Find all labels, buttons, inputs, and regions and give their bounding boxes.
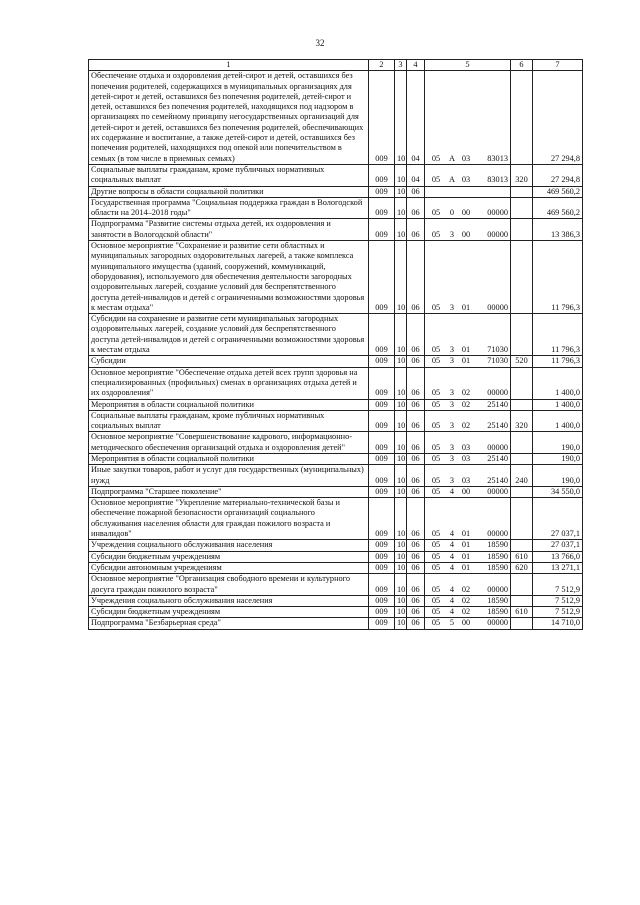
row-name: Государственная программа "Социальная поддержка граждан в Вологодской области на 2014–2018 годы"	[89, 197, 369, 219]
cell-amount: 27 037,1	[533, 498, 583, 540]
cell-ministry: 009	[369, 314, 395, 356]
target-activity-code: 02	[461, 399, 471, 409]
target-subprogram-code: А	[449, 175, 455, 185]
target-activity-code: 01	[461, 551, 471, 561]
cell-section: 10	[395, 241, 407, 314]
target-direction-code: 00000	[487, 584, 508, 594]
cell-target-article	[425, 71, 511, 165]
table-row	[89, 367, 583, 399]
table-row	[89, 432, 583, 454]
cell-section: 10	[395, 498, 407, 540]
target-program-code: 05	[431, 442, 441, 452]
row-name: Учреждения социального обслуживания населения	[89, 595, 369, 606]
row-name: Основное мероприятие "Совершенствование кадрового, информационно-методического обеспечения организаций отдыха и оздоровления детей"	[89, 432, 369, 454]
target-activity-code: 03	[461, 175, 471, 185]
row-name: Субсидии	[89, 356, 369, 367]
target-program-code: 05	[431, 208, 441, 218]
cell-section: 10	[395, 314, 407, 356]
target-program-code: 05	[431, 551, 441, 561]
cell-subsection: 06	[407, 410, 425, 432]
row-name: Мероприятия в области социальной политики	[89, 399, 369, 410]
cell-section: 10	[395, 367, 407, 399]
target-direction-code: 71030	[487, 356, 508, 366]
target-activity-code: 00	[461, 229, 471, 239]
cell-expense-type: 520	[511, 356, 533, 367]
target-program-code: 05	[431, 475, 441, 485]
cell-expense-type: 320	[511, 410, 533, 432]
cell-amount: 1 400,0	[533, 367, 583, 399]
budget-table	[88, 59, 583, 630]
target-subprogram-code: А	[449, 153, 455, 163]
cell-subsection: 06	[407, 432, 425, 454]
target-activity-code: 00	[461, 208, 471, 218]
cell-subsection: 06	[407, 367, 425, 399]
cell-ministry: 009	[369, 498, 395, 540]
cell-subsection: 06	[407, 186, 425, 197]
cell-subsection: 06	[407, 540, 425, 551]
cell-expense-type	[511, 314, 533, 356]
target-activity-code: 00	[461, 618, 471, 628]
cell-expense-type	[511, 618, 533, 629]
target-activity-code: 02	[461, 388, 471, 398]
cell-subsection: 06	[407, 465, 425, 487]
target-subprogram-code: 4	[449, 551, 455, 561]
target-subprogram-code: 4	[449, 540, 455, 550]
target-program-code: 05	[431, 595, 441, 605]
target-program-code: 05	[431, 399, 441, 409]
table-row	[89, 562, 583, 573]
cell-expense-type	[511, 241, 533, 314]
cell-ministry: 009	[369, 197, 395, 219]
cell-expense-type	[511, 432, 533, 454]
target-subprogram-code: 4	[449, 486, 455, 496]
target-program-code: 05	[431, 529, 441, 539]
cell-ministry: 009	[369, 71, 395, 165]
cell-ministry: 009	[369, 410, 395, 432]
cell-amount: 34 550,0	[533, 486, 583, 497]
table-row	[89, 574, 583, 596]
target-program-code: 05	[431, 175, 441, 185]
target-program-code: 05	[431, 562, 441, 572]
cell-section: 10	[395, 164, 407, 186]
cell-target-article	[425, 197, 511, 219]
cell-target-article	[425, 367, 511, 399]
cell-section: 10	[395, 540, 407, 551]
cell-ministry: 009	[369, 432, 395, 454]
table-row	[89, 314, 583, 356]
target-program-code: 05	[431, 584, 441, 594]
cell-target-article	[425, 486, 511, 497]
cell-target-article	[425, 607, 511, 618]
target-direction-code: 00000	[487, 486, 508, 496]
cell-section: 10	[395, 551, 407, 562]
target-direction-code: 18590	[487, 595, 508, 605]
target-subprogram-code: 3	[449, 475, 455, 485]
column-header: 5	[425, 60, 511, 71]
cell-amount: 7 512,9	[533, 574, 583, 596]
cell-amount: 11 796,3	[533, 241, 583, 314]
target-activity-code: 02	[461, 595, 471, 605]
cell-target-article	[425, 241, 511, 314]
cell-section: 10	[395, 453, 407, 464]
cell-target-article	[425, 595, 511, 606]
cell-expense-type	[511, 595, 533, 606]
cell-subsection: 06	[407, 453, 425, 464]
cell-target-article	[425, 574, 511, 596]
target-program-code: 05	[431, 356, 441, 366]
cell-amount: 1 400,0	[533, 399, 583, 410]
row-name: Основное мероприятие "Организация свободного времени и культурного досуга граждан пожилого возраста"	[89, 574, 369, 596]
cell-subsection: 06	[407, 498, 425, 540]
row-name: Субсидии на сохранение и развитие сети муниципальных загородных оздоровительных лагерей, создание условий для беспрепятственного доступа детей-инвалидов и детей с ограниченными возможностями здоровья к местам отдыха	[89, 314, 369, 356]
target-subprogram-code: 4	[449, 607, 455, 617]
column-header: 6	[511, 60, 533, 71]
cell-amount: 1 400,0	[533, 410, 583, 432]
cell-target-article	[425, 356, 511, 367]
cell-amount: 11 796,3	[533, 356, 583, 367]
cell-section: 10	[395, 562, 407, 573]
row-name: Учреждения социального обслуживания населения	[89, 540, 369, 551]
cell-amount: 27 294,8	[533, 71, 583, 165]
cell-amount: 14 710,0	[533, 618, 583, 629]
target-direction-code: 00000	[487, 388, 508, 398]
column-header: 7	[533, 60, 583, 71]
cell-subsection: 06	[407, 551, 425, 562]
cell-target-article	[425, 410, 511, 432]
row-name: Основное мероприятие "Сохранение и развитие сети областных и муниципальных загородных оздоровительных лагерей, а также комплекса муниципального имущества (зданий, сооружений, коммуникаций, оборудования), используемого для обеспечения деятельности загородных оздоровительных лагерей, создание условий для беспрепятственного доступа детей-инвалидов и детей с ограниченными возможностями здоровья к местам отдыха"	[89, 241, 369, 314]
target-direction-code: 25140	[487, 475, 508, 485]
target-direction-code: 00000	[487, 208, 508, 218]
cell-ministry: 009	[369, 486, 395, 497]
target-activity-code: 00	[461, 486, 471, 496]
cell-expense-type	[511, 197, 533, 219]
row-name: Социальные выплаты гражданам, кроме публичных нормативных социальных выплат	[89, 164, 369, 186]
target-direction-code: 83013	[487, 175, 508, 185]
cell-amount: 190,0	[533, 465, 583, 487]
cell-amount: 13 766,0	[533, 551, 583, 562]
table-row	[89, 486, 583, 497]
cell-subsection: 06	[407, 618, 425, 629]
table-row	[89, 551, 583, 562]
target-subprogram-code: 0	[449, 208, 455, 218]
target-direction-code: 18590	[487, 562, 508, 572]
cell-ministry: 009	[369, 562, 395, 573]
cell-section: 10	[395, 574, 407, 596]
target-subprogram-code: 3	[449, 356, 455, 366]
cell-ministry: 009	[369, 453, 395, 464]
row-name: Подпрограмма "Безбарьерная среда"	[89, 618, 369, 629]
target-activity-code: 03	[461, 475, 471, 485]
cell-expense-type	[511, 399, 533, 410]
target-program-code: 05	[431, 153, 441, 163]
target-activity-code: 01	[461, 345, 471, 355]
table-row	[89, 595, 583, 606]
cell-target-article	[425, 164, 511, 186]
target-subprogram-code: 4	[449, 584, 455, 594]
column-header: 4	[407, 60, 425, 71]
target-activity-code: 01	[461, 529, 471, 539]
column-header: 2	[369, 60, 395, 71]
cell-subsection: 06	[407, 314, 425, 356]
cell-target-article	[425, 453, 511, 464]
target-program-code: 05	[431, 540, 441, 550]
table-row	[89, 453, 583, 464]
cell-ministry: 009	[369, 465, 395, 487]
cell-section: 10	[395, 607, 407, 618]
cell-expense-type	[511, 453, 533, 464]
target-direction-code: 00000	[487, 302, 508, 312]
cell-expense-type	[511, 219, 533, 241]
cell-target-article	[425, 399, 511, 410]
cell-expense-type: 620	[511, 562, 533, 573]
cell-amount: 13 271,1	[533, 562, 583, 573]
target-activity-code: 01	[461, 356, 471, 366]
cell-ministry: 009	[369, 241, 395, 314]
target-activity-code: 03	[461, 153, 471, 163]
target-subprogram-code: 3	[449, 388, 455, 398]
cell-amount: 7 512,9	[533, 595, 583, 606]
table-row	[89, 498, 583, 540]
cell-section: 10	[395, 465, 407, 487]
row-name: Основное мероприятие "Укрепление материально-технической базы и обеспечение пожарной безопасности организаций социального обслуживания населения области для граждан пожилого возраста и инвалидов"	[89, 498, 369, 540]
target-subprogram-code: 3	[449, 453, 455, 463]
cell-subsection: 04	[407, 164, 425, 186]
target-direction-code: 18590	[487, 551, 508, 561]
target-direction-code: 25140	[487, 421, 508, 431]
cell-ministry: 009	[369, 574, 395, 596]
target-program-code: 05	[431, 388, 441, 398]
table-row	[89, 465, 583, 487]
cell-expense-type	[511, 186, 533, 197]
target-subprogram-code: 4	[449, 529, 455, 539]
cell-subsection: 06	[407, 356, 425, 367]
table-header-row	[89, 60, 583, 71]
cell-expense-type	[511, 486, 533, 497]
cell-expense-type	[511, 574, 533, 596]
cell-amount: 27 037,1	[533, 540, 583, 551]
cell-ministry: 009	[369, 607, 395, 618]
cell-subsection: 06	[407, 241, 425, 314]
target-program-code: 05	[431, 345, 441, 355]
target-direction-code: 18590	[487, 607, 508, 617]
row-name: Другие вопросы в области социальной политики	[89, 186, 369, 197]
table-row	[89, 356, 583, 367]
cell-target-article	[425, 562, 511, 573]
target-program-code: 05	[431, 486, 441, 496]
target-program-code: 05	[431, 421, 441, 431]
target-subprogram-code: 3	[449, 229, 455, 239]
row-name: Социальные выплаты гражданам, кроме публичных нормативных социальных выплат	[89, 410, 369, 432]
cell-section: 10	[395, 486, 407, 497]
table-row	[89, 164, 583, 186]
column-header: 1	[89, 60, 369, 71]
cell-section: 10	[395, 432, 407, 454]
cell-ministry: 009	[369, 399, 395, 410]
cell-section: 10	[395, 618, 407, 629]
target-activity-code: 03	[461, 442, 471, 452]
cell-expense-type: 320	[511, 164, 533, 186]
target-activity-code: 02	[461, 607, 471, 617]
cell-subsection: 06	[407, 197, 425, 219]
row-name: Подпрограмма "Развитие системы отдыха детей, их оздоровления и занятости в Вологодской области"	[89, 219, 369, 241]
table-row	[89, 219, 583, 241]
cell-subsection: 06	[407, 399, 425, 410]
row-name: Субсидии бюджетным учреждениям	[89, 607, 369, 618]
cell-subsection: 06	[407, 219, 425, 241]
cell-amount: 11 796,3	[533, 314, 583, 356]
cell-subsection: 06	[407, 486, 425, 497]
cell-expense-type	[511, 367, 533, 399]
cell-subsection: 06	[407, 574, 425, 596]
cell-target-article	[425, 465, 511, 487]
target-activity-code: 01	[461, 562, 471, 572]
cell-ministry: 009	[369, 164, 395, 186]
cell-amount: 469 560,2	[533, 186, 583, 197]
cell-amount: 13 386,3	[533, 219, 583, 241]
target-program-code: 05	[431, 607, 441, 617]
page-number: 32	[315, 38, 325, 48]
cell-ministry: 009	[369, 186, 395, 197]
target-subprogram-code: 5	[449, 618, 455, 628]
cell-ministry: 009	[369, 551, 395, 562]
cell-section: 10	[395, 399, 407, 410]
cell-expense-type	[511, 540, 533, 551]
target-direction-code: 25140	[487, 453, 508, 463]
target-activity-code: 01	[461, 540, 471, 550]
target-activity-code: 03	[461, 453, 471, 463]
cell-section: 10	[395, 71, 407, 165]
target-program-code: 05	[431, 229, 441, 239]
target-subprogram-code: 4	[449, 562, 455, 572]
cell-target-article	[425, 498, 511, 540]
cell-expense-type: 610	[511, 607, 533, 618]
target-direction-code: 00000	[487, 229, 508, 239]
cell-expense-type	[511, 498, 533, 540]
table-row	[89, 618, 583, 629]
cell-ministry: 009	[369, 219, 395, 241]
target-subprogram-code: 3	[449, 302, 455, 312]
row-name: Иные закупки товаров, работ и услуг для государственных (муниципальных) нужд	[89, 465, 369, 487]
cell-subsection: 06	[407, 562, 425, 573]
cell-amount: 190,0	[533, 453, 583, 464]
cell-target-article	[425, 618, 511, 629]
target-direction-code: 71030	[487, 345, 508, 355]
cell-section: 10	[395, 410, 407, 432]
cell-target-article	[425, 432, 511, 454]
cell-section: 10	[395, 186, 407, 197]
cell-subsection: 06	[407, 607, 425, 618]
target-direction-code: 25140	[487, 399, 508, 409]
target-direction-code: 00000	[487, 442, 508, 452]
cell-ministry: 009	[369, 367, 395, 399]
cell-target-article	[425, 551, 511, 562]
cell-section: 10	[395, 595, 407, 606]
target-direction-code: 00000	[487, 529, 508, 539]
table-row	[89, 410, 583, 432]
table-row	[89, 241, 583, 314]
target-activity-code: 02	[461, 584, 471, 594]
target-program-code: 05	[431, 302, 441, 312]
cell-ministry: 009	[369, 595, 395, 606]
row-name: Мероприятия в области социальной политики	[89, 453, 369, 464]
table-row	[89, 540, 583, 551]
row-name: Обеспечение отдыха и оздоровления детей-сирот и детей, оставшихся без попечения родителей, содержащихся в муниципальных организациях для детей-сирот и детей, оставшихся без попечения родителей, детей-сирот и детей, оставшихся без попечения родителей, находящихся под надзором в организациях по семейному принципу негосударственных организаций для детей-сирот и детей, оставшихся без попечения родителей, обеспечивающих их содержание и воспитание, а также детей-сирот и детей, оставшихся без попечения родителей, находящихся под опекой или попечительством в семьях (в том числе в приемных семьях)	[89, 71, 369, 165]
cell-amount: 7 512,9	[533, 607, 583, 618]
row-name: Основное мероприятие "Обеспечение отдыха детей всех групп здоровья на специализированных (профильных) сменах в организациях отдыха детей и их оздоровления"	[89, 367, 369, 399]
row-name: Субсидии бюджетным учреждениям	[89, 551, 369, 562]
target-direction-code: 00000	[487, 618, 508, 628]
cell-section: 10	[395, 356, 407, 367]
target-direction-code: 83013	[487, 153, 508, 163]
cell-expense-type: 610	[511, 551, 533, 562]
column-header: 3	[395, 60, 407, 71]
cell-ministry: 009	[369, 356, 395, 367]
cell-target-article	[425, 540, 511, 551]
table-row	[89, 399, 583, 410]
target-subprogram-code: 3	[449, 442, 455, 452]
cell-amount: 469 560,2	[533, 197, 583, 219]
target-program-code: 05	[431, 618, 441, 628]
cell-ministry: 009	[369, 540, 395, 551]
cell-amount: 27 294,8	[533, 164, 583, 186]
cell-target-article	[425, 219, 511, 241]
cell-subsection: 06	[407, 595, 425, 606]
target-activity-code: 01	[461, 302, 471, 312]
cell-target-article	[425, 314, 511, 356]
cell-section: 10	[395, 219, 407, 241]
cell-section: 10	[395, 197, 407, 219]
target-program-code: 05	[431, 453, 441, 463]
table-row	[89, 607, 583, 618]
cell-ministry: 009	[369, 618, 395, 629]
target-subprogram-code: 3	[449, 345, 455, 355]
table-row	[89, 197, 583, 219]
target-subprogram-code: 3	[449, 399, 455, 409]
target-subprogram-code: 4	[449, 595, 455, 605]
cell-expense-type: 240	[511, 465, 533, 487]
cell-expense-type	[511, 71, 533, 165]
cell-target-article	[425, 186, 511, 197]
row-name: Субсидии автономным учреждениям	[89, 562, 369, 573]
row-name: Подпрограмма "Старшее поколение"	[89, 486, 369, 497]
target-activity-code: 02	[461, 421, 471, 431]
table-row	[89, 71, 583, 165]
cell-subsection: 04	[407, 71, 425, 165]
table-row	[89, 186, 583, 197]
target-direction-code: 18590	[487, 540, 508, 550]
cell-amount: 190,0	[533, 432, 583, 454]
target-subprogram-code: 3	[449, 421, 455, 431]
